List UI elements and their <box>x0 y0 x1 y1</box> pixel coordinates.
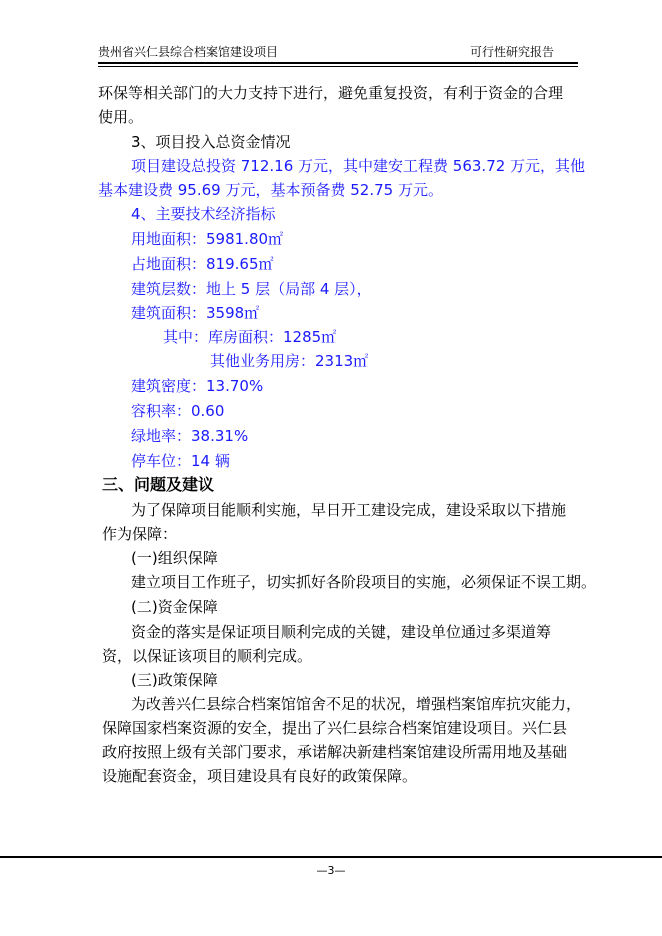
paragraph-line: 为改善兴仁县综合档案馆馆舍不足的状况，增强档案馆库抗灾能力， <box>131 695 582 713</box>
indicator-density: 建筑密度：13.70% <box>131 377 264 395</box>
paragraph-line: 建立项目工作班子，切实抓好各阶段项目的实施，必须保证不误工期。 <box>131 573 597 591</box>
section-3-title: 3、项目投入总资金情况 <box>131 133 291 151</box>
paragraph-line: 使用。 <box>98 108 144 126</box>
indicator-green-rate: 绿地率：38.31% <box>131 427 249 445</box>
paragraph-line: 环保等相关部门的大力支持下进行，避免重复投资，有利于资金的合理 <box>98 84 564 102</box>
chapter-3-heading: 三、问题及建议 <box>102 475 215 494</box>
paragraph-line: 资，以保证该项目的顺利完成。 <box>102 647 313 665</box>
header-project-name: 贵州省兴仁县综合档案馆建设项目 <box>98 45 279 59</box>
subsection-policy-title: (三)政策保障 <box>131 671 218 689</box>
section-4-title: 4、主要技术经济指标 <box>131 205 276 223</box>
paragraph-line: 设施配套资金，项目建设具有良好的政策保障。 <box>102 767 418 785</box>
indicator-far: 容积率：0.60 <box>131 402 225 420</box>
indicator-storage-area: 其中：库房面积：1285㎡ <box>163 328 337 346</box>
paragraph-line: 资金的落实是保证项目顺利完成的关键，建设单位通过多渠道筹 <box>131 623 552 641</box>
header-rule-thick <box>98 62 578 64</box>
header-rule-thin <box>98 66 578 67</box>
paragraph-line: 作为保障： <box>102 525 178 543</box>
paragraph-line: 保障国家档案资源的安全，提出了兴仁县综合档案馆建设项目。兴仁县 <box>102 719 568 737</box>
indicator-floors: 建筑层数：地上 5 层（局部 4 层）， <box>131 280 372 298</box>
footer-rule <box>0 856 662 858</box>
subsection-funding-title: (二)资金保障 <box>131 598 218 616</box>
header-report-type: 可行性研究报告 <box>470 45 555 59</box>
indicator-land-area: 用地面积：5981.80㎡ <box>131 230 284 248</box>
paragraph-line: 为了保障项目能顺利实施，早日开工建设完成，建设采取以下措施 <box>131 501 567 519</box>
page-number: —3— <box>316 864 346 877</box>
subsection-organization-title: (一)组织保障 <box>131 549 218 567</box>
indicator-building-area: 建筑面积：3598㎡ <box>131 304 260 322</box>
investment-line-2: 基本建设费 95.69 万元，基本预备费 52.75 万元。 <box>98 181 443 199</box>
paragraph-line: 政府按照上级有关部门要求，承诺解决新建档案馆建设所需用地及基础 <box>102 743 568 761</box>
indicator-other-area: 其他业务用房：2313㎡ <box>210 352 369 370</box>
indicator-parking: 停车位：14 辆 <box>131 452 230 470</box>
investment-line-1: 项目建设总投资 712.16 万元，其中建安工程费 563.72 万元，其他 <box>131 157 586 175</box>
indicator-footprint: 占地面积：819.65㎡ <box>131 255 274 273</box>
